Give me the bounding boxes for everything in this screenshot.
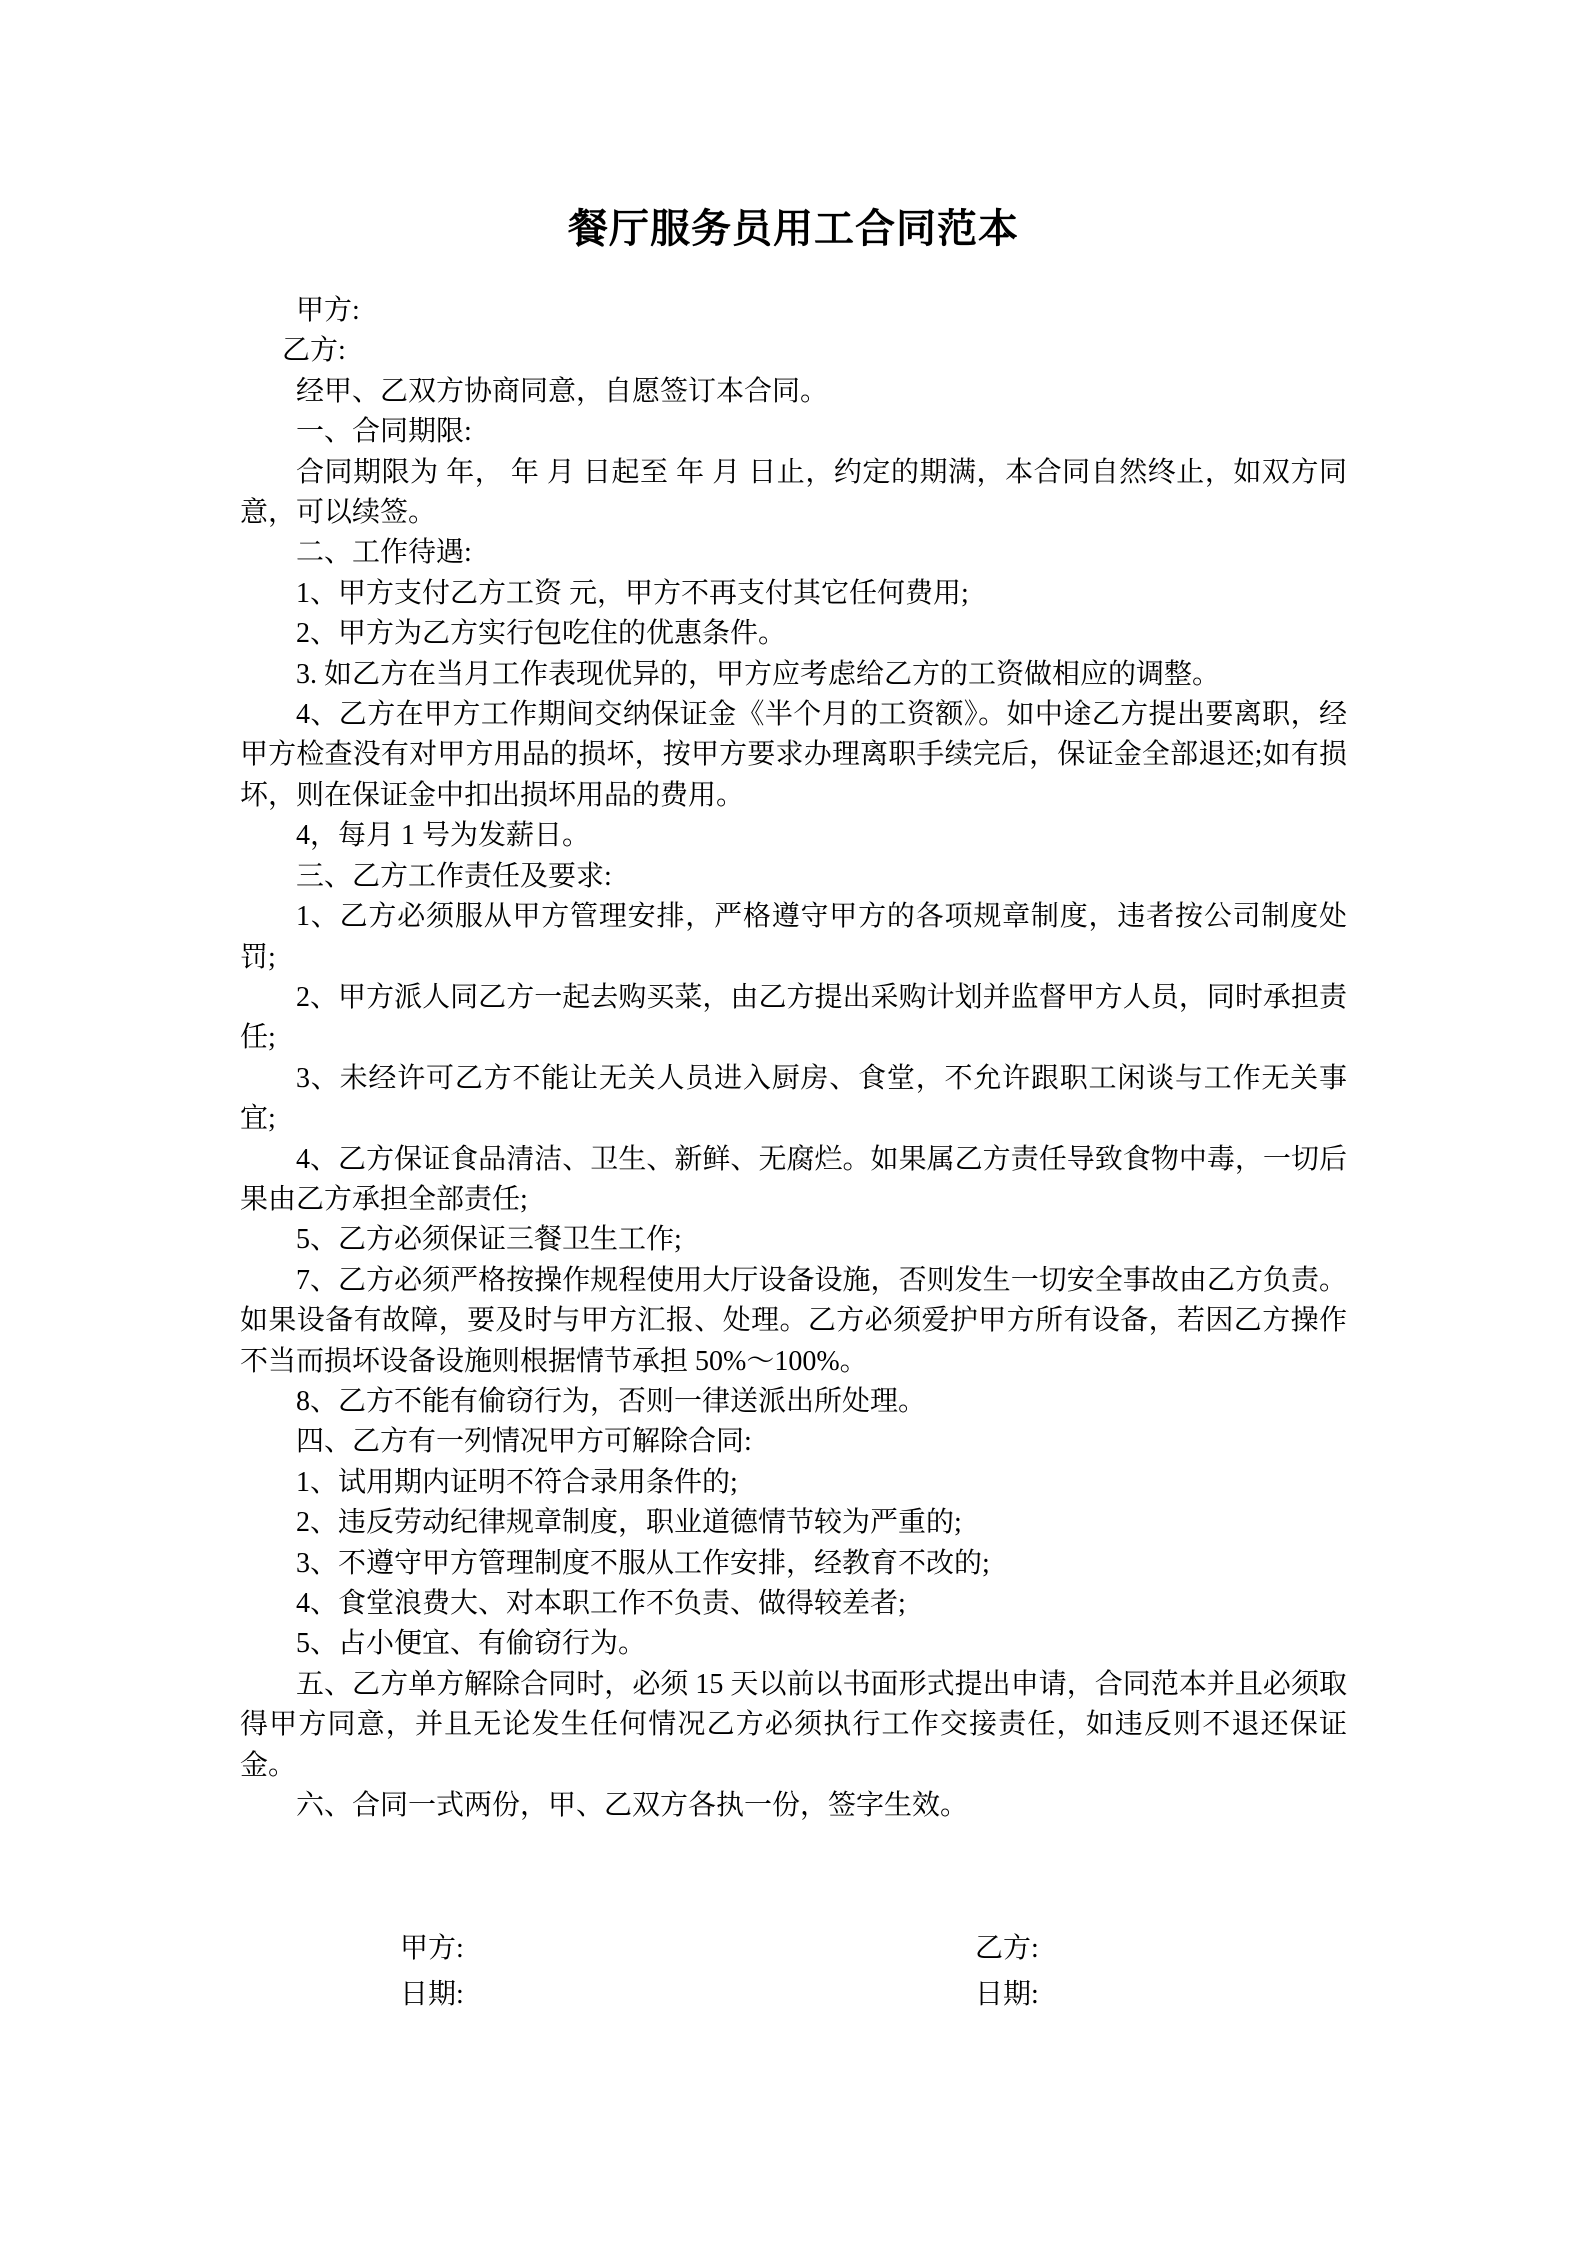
- paragraph: 4，每月 1 号为发薪日。: [296, 820, 591, 852]
- paragraph: 六、合同一式两份，甲、乙双方各执一份，签字生效。: [296, 1790, 969, 1822]
- paragraph: 合同期限为 年， 年 月 日起至 年 月 日止，约定的期满，本合同自然终止，如双方同意，可以续签。: [240, 456, 1347, 529]
- signature-row: [240, 1926, 1347, 1972]
- paragraph: 1、甲方支付乙方工资 元，甲方不再支付其它任何费用;: [296, 577, 969, 609]
- paragraph: 3. 如乙方在当月工作表现优异的，甲方应考虑给乙方的工资做相应的调整。: [296, 658, 1221, 690]
- paragraphs: [240, 291, 1347, 1826]
- paragraph: 2、甲方派人同乙方一起去购买菜，由乙方提出采购计划并监督甲方人员，同时承担责任;: [240, 981, 1347, 1054]
- signature-block: [240, 1926, 1347, 2018]
- paragraph: 三、乙方工作责任及要求:: [296, 860, 612, 892]
- paragraph: 甲方:: [296, 295, 360, 326]
- signature-label-left: 甲方:: [400, 1933, 464, 1965]
- paragraph: 3、未经许可乙方不能让无关人员进入厨房、食堂，不允许跟职工闲谈与工作无关事宜;: [240, 1062, 1347, 1135]
- paragraph: 3、不遵守甲方管理制度不服从工作安排，经教育不改的;: [296, 1547, 990, 1579]
- paragraph: 8、乙方不能有偷窃行为，否则一律送派出所处理。: [296, 1385, 927, 1417]
- paragraph: 4、食堂浪费大、对本职工作不负责、做得较差者;: [296, 1588, 906, 1619]
- signature-label-left: 日期:: [400, 1979, 464, 2011]
- paragraph: 2、甲方为乙方实行包吃住的优惠条件。: [296, 618, 787, 650]
- paragraph: 5、乙方必须保证三餐卫生工作;: [296, 1224, 682, 1256]
- paragraph: 1、乙方必须服从甲方管理安排，严格遵守甲方的各项规章制度，违者按公司制度处罚;: [240, 901, 1347, 973]
- signature-label-right: 日期:: [975, 1979, 1039, 2011]
- paragraph: 7、乙方必须严格按操作规程使用大厅设备设施，否则发生一切安全事故由乙方负责。如果设备有故障，要及时与甲方汇报、处理。乙方必须爱护甲方所有设备，若因乙方操作不当而损坏设备设施则根据情节承担 50%～100%。: [240, 1264, 1347, 1377]
- paragraph: 4、乙方保证食品清洁、卫生、新鲜、无腐烂。如果属乙方责任导致食物中毒，一切后果由乙方承担全部责任;: [240, 1143, 1347, 1215]
- paragraph: 四、乙方有一列情况甲方可解除合同:: [296, 1426, 752, 1458]
- paragraph: 5、占小便宜、有偷窃行为。: [296, 1628, 647, 1660]
- signature-row: [240, 1972, 1347, 2018]
- document-title: 餐厅服务员用工合同范本: [568, 206, 1019, 251]
- paragraph: 经甲、乙双方协商同意，自愿签订本合同。: [296, 375, 829, 407]
- signature-label-right: 乙方:: [975, 1933, 1039, 1965]
- paragraph: 五、乙方单方解除合同时，必须 15 天以前以书面形式提出申请，合同范本并且必须取得甲方同意，并且无论发生任何情况乙方必须执行工作交接责任，如违反则不退还保证金。: [240, 1668, 1347, 1781]
- paragraph: 一、合同期限:: [296, 416, 472, 448]
- paragraph: 二、工作待遇:: [296, 537, 472, 569]
- paragraph: 4、乙方在甲方工作期间交纳保证金《半个月的工资额》。如中途乙方提出要离职，经甲方检查没有对甲方用品的损坏，按甲方要求办理离职手续完后，保证金全部退还;如有损坏，则在保证金中扣出损坏用品的费用。: [240, 699, 1347, 811]
- paragraph: 2、违反劳动纪律规章制度，职业道德情节较为严重的;: [296, 1507, 962, 1539]
- paragraph: 乙方:: [282, 335, 346, 367]
- paragraph: 1、试用期内证明不符合录用条件的;: [296, 1466, 738, 1498]
